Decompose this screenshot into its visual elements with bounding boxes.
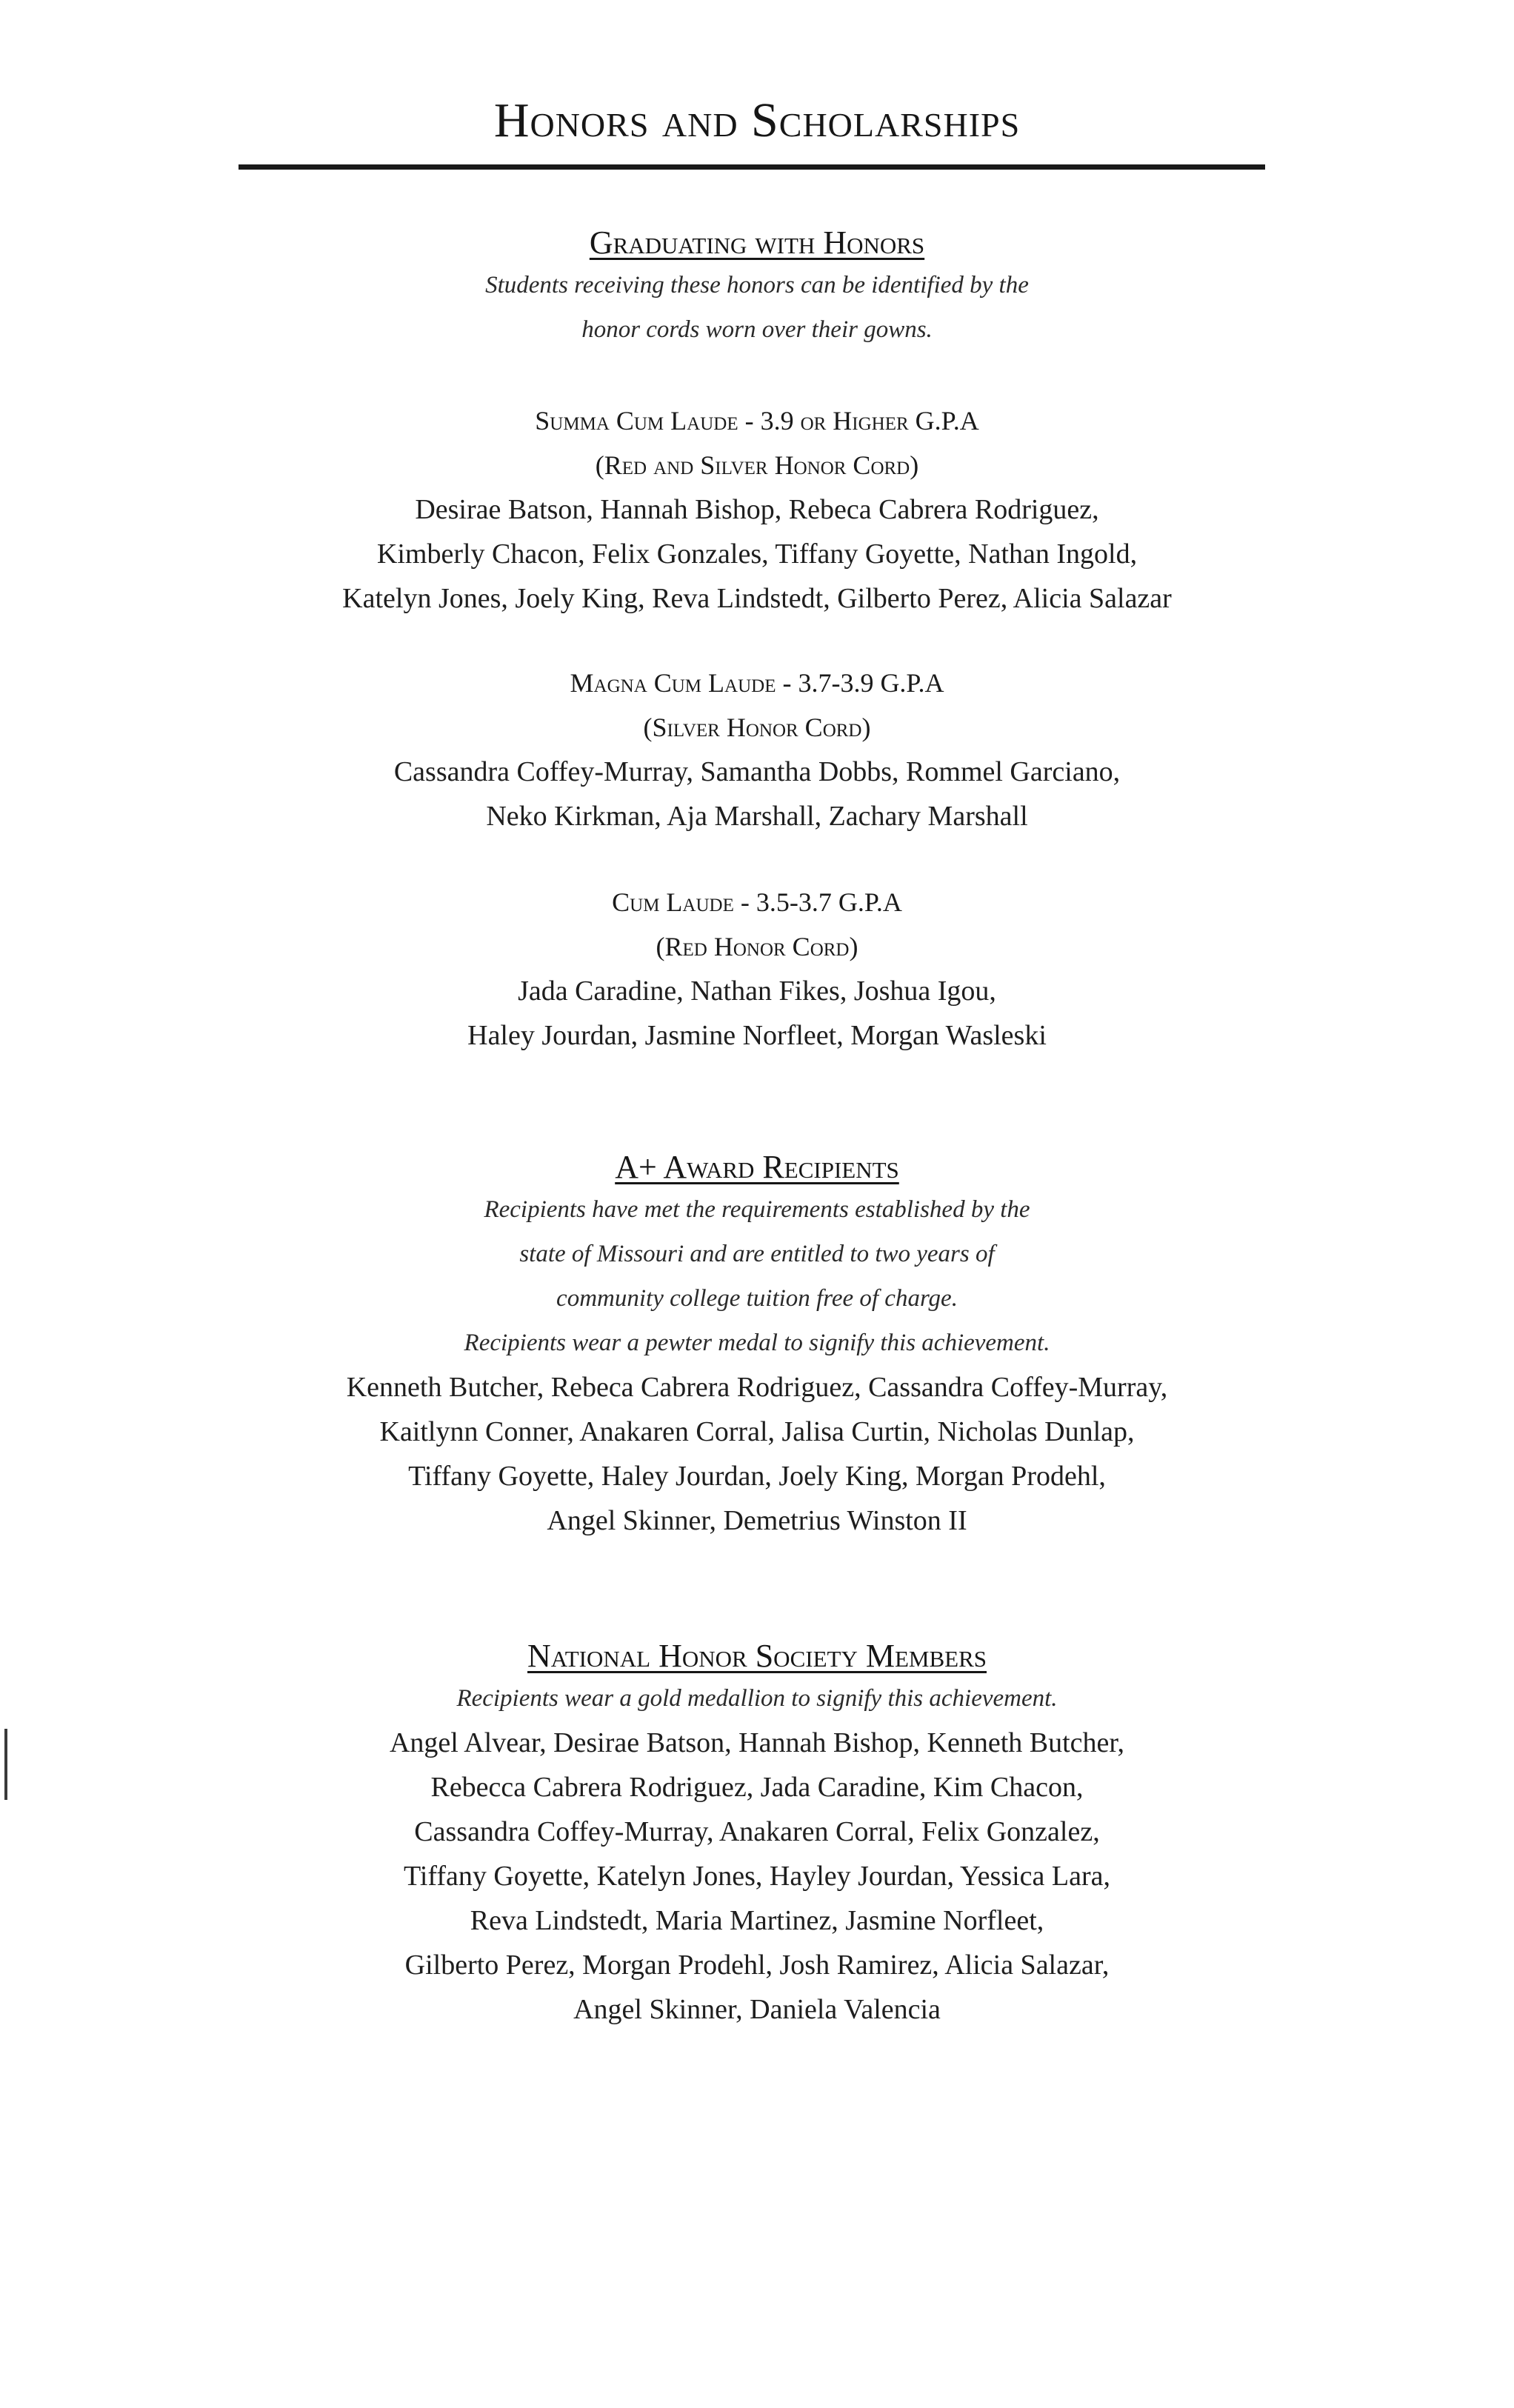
- title-rule: [239, 164, 1265, 170]
- cum-names: [0, 969, 1514, 1058]
- summa-cord: (Red and Silver Honor Cord): [595, 450, 919, 480]
- a-plus-note-line: state of Missouri and are entitled to two years of: [519, 1241, 995, 1267]
- name-line: Desirae Batson, Hannah Bishop, Rebeca Cabrera Rodriguez,: [415, 494, 1099, 525]
- name-line: Tiffany Goyette, Katelyn Jones, Hayley Jourdan, Yessica Lara,: [403, 1861, 1111, 1892]
- nhs-section: [0, 1635, 1514, 2032]
- name-line: Jada Caradine, Nathan Fikes, Joshua Igou,: [518, 975, 996, 1007]
- graduating-honors-note-line: Students receiving these honors can be identified by the: [485, 272, 1029, 299]
- a-plus-note: [0, 1187, 1514, 1365]
- page-title: Honors and Scholarships: [493, 93, 1021, 147]
- a-plus-note-line: Recipients have met the requirements established by the: [484, 1196, 1030, 1223]
- a-plus-section: [0, 1147, 1514, 1543]
- magna-cord: (Silver Honor Cord): [643, 713, 871, 742]
- name-line: Cassandra Coffey-Murray, Samantha Dobbs, Rommel Garciano,: [393, 756, 1121, 787]
- cum-laude-section: [0, 880, 1514, 1058]
- magna-cum-laude-section: [0, 661, 1514, 838]
- graduating-honors-header: [0, 222, 1514, 352]
- nhs-heading: National Honor Society Members: [527, 1638, 987, 1674]
- cum-heading: Cum Laude - 3.5-3.7 G.P.A: [612, 887, 902, 917]
- name-line: Gilberto Perez, Morgan Prodehl, Josh Ramirez, Alicia Salazar,: [404, 1950, 1110, 1981]
- cum-cord: (Red Honor Cord): [656, 932, 858, 961]
- summa-heading: Summa Cum Laude - 3.9 or Higher G.P.A: [535, 406, 979, 436]
- graduating-honors-note-line: honor cords worn over their gowns.: [581, 316, 933, 343]
- nhs-note-line: Recipients wear a gold medallion to signify this achievement.: [456, 1685, 1058, 1712]
- name-line: Angel Skinner, Demetrius Winston II: [547, 1505, 967, 1536]
- nhs-names: [0, 1721, 1514, 2032]
- a-plus-note-line: Recipients wear a pewter medal to signify this achievement.: [464, 1330, 1050, 1356]
- magna-names: [0, 750, 1514, 838]
- graduating-honors-heading: Graduating with Honors: [589, 224, 925, 261]
- name-line: Neko Kirkman, Aja Marshall, Zachary Marshall: [486, 801, 1028, 832]
- name-line: Tiffany Goyette, Haley Jourdan, Joely King, Morgan Prodehl,: [408, 1461, 1106, 1492]
- name-line: Angel Alvear, Desirae Batson, Hannah Bishop, Kenneth Butcher,: [389, 1727, 1125, 1758]
- scan-margin-mark: [4, 1729, 7, 1800]
- name-line: Rebecca Cabrera Rodriguez, Jada Caradine, Kim Chacon,: [430, 1772, 1084, 1803]
- name-line: Kimberly Chacon, Felix Gonzales, Tiffany Goyette, Nathan Ingold,: [376, 538, 1138, 570]
- a-plus-heading: A+ Award Recipients: [615, 1149, 899, 1185]
- summa-cum-laude-section: [0, 398, 1514, 621]
- name-line: Reva Lindstedt, Maria Martinez, Jasmine Norfleet,: [470, 1905, 1044, 1936]
- name-line: Katelyn Jones, Joely King, Reva Lindstedt, Gilberto Perez, Alicia Salazar: [342, 583, 1172, 614]
- name-line: Cassandra Coffey-Murray, Anakaren Corral, Felix Gonzalez,: [414, 1816, 1100, 1847]
- magna-heading: Magna Cum Laude - 3.7-3.9 G.P.A: [570, 668, 944, 698]
- name-line: Angel Skinner, Daniela Valencia: [573, 1994, 941, 2025]
- graduating-honors-note: [0, 263, 1514, 352]
- name-line: Kaitlynn Conner, Anakaren Corral, Jalisa Curtin, Nicholas Dunlap,: [379, 1416, 1135, 1447]
- name-line: Haley Jourdan, Jasmine Norfleet, Morgan Wasleski: [467, 1020, 1047, 1051]
- a-plus-names: [0, 1365, 1514, 1543]
- nhs-note: [0, 1676, 1514, 1721]
- name-line: Kenneth Butcher, Rebeca Cabrera Rodriguez, Cassandra Coffey-Murray,: [346, 1372, 1168, 1403]
- a-plus-note-line: community college tuition free of charge.: [556, 1285, 958, 1312]
- summa-names: [0, 487, 1514, 621]
